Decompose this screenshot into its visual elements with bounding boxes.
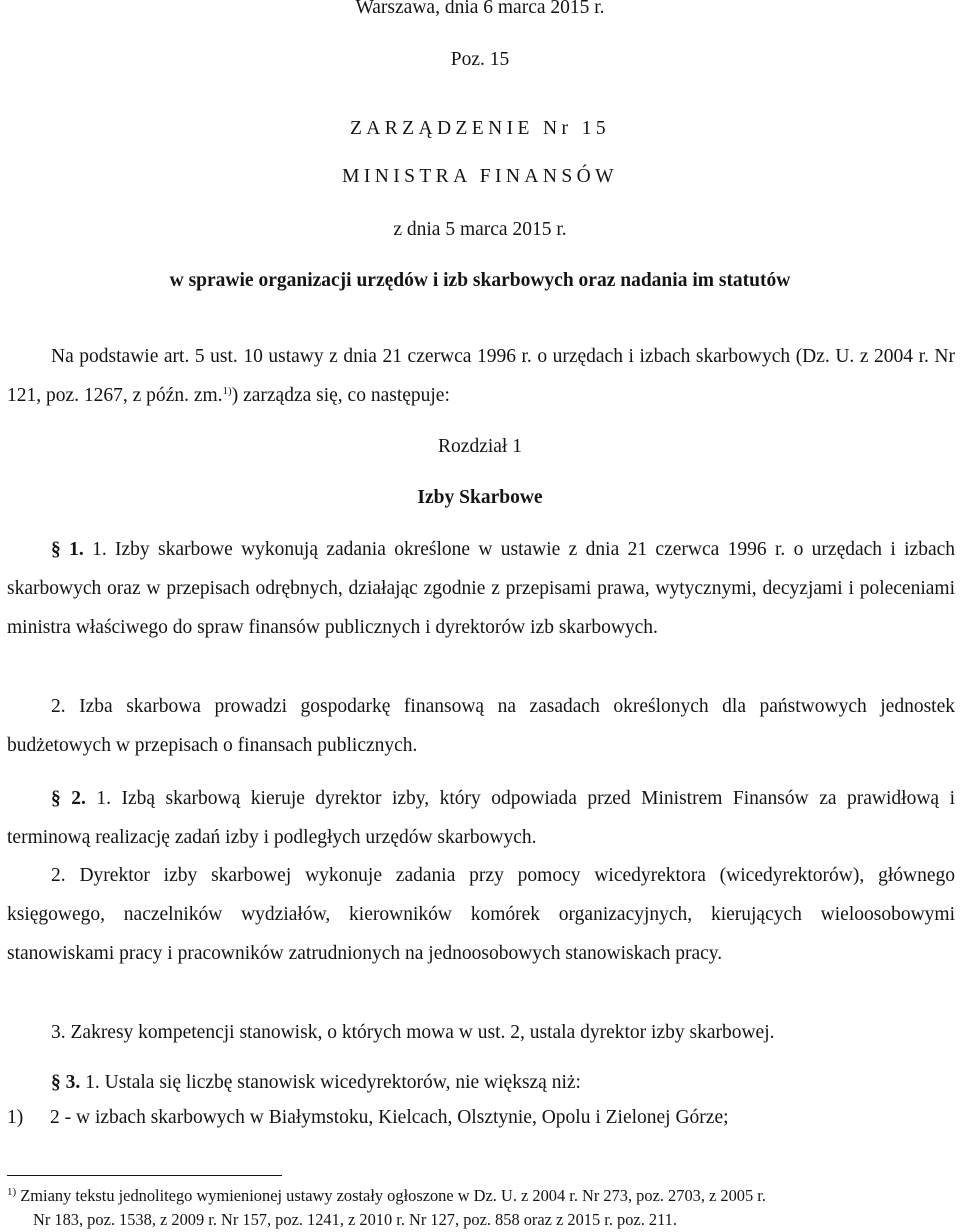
position-number: Poz. 15 bbox=[450, 49, 510, 70]
act-title: ZARZĄDZENIE Nr 15 bbox=[349, 118, 610, 139]
footnote-marker: 1) bbox=[7, 1186, 17, 1198]
preamble-text-end: ) zarządza się, co następuje: bbox=[231, 385, 450, 406]
footnote-line-1: Zmiany tekstu jednolitego wymienionej ustawy zostały ogłoszone w Dz. U. z 2004 r. Nr 273, poz. 2703, z 2005 r. bbox=[20, 1186, 766, 1205]
section-3-mark: § 3. bbox=[51, 1072, 81, 1093]
list-item-number: 1) bbox=[7, 1107, 24, 1128]
section-1-paragraph-1 bbox=[7, 530, 955, 647]
section-2-paragraph-3: 3. Zakresy kompetencji stanowisk, o których mowa w ust. 2, ustala dyrektor izby skarbowej. bbox=[51, 1022, 775, 1043]
section-2-mark: § 2. bbox=[51, 788, 86, 809]
issuer: MINISTRA FINANSÓW bbox=[342, 166, 618, 187]
paragraph-number: 1. bbox=[85, 1072, 100, 1093]
footnote-line-2: Nr 183, poz. 1538, z 2009 r. Nr 157, poz. 1241, z 2010 r. Nr 127, poz. 858 oraz z 2015 r. poz. 211. bbox=[33, 1210, 677, 1229]
footnote-reference: 1) bbox=[222, 385, 232, 397]
preamble bbox=[7, 337, 955, 415]
paragraph-number: 1. bbox=[96, 788, 111, 809]
act-date: z dnia 5 marca 2015 r. bbox=[393, 219, 567, 240]
paragraph-text: Izby skarbowe wykonują zadania określone w ustawie z dnia 21 czerwca 1996 r. o urzędach i izbach skarbowych oraz w przepisach odrębnych, działając zgodnie z przepisami prawa, wytycznymi, decyzjami i poleceniami ministra właściwego do spraw finansów publicznych i dyrektorów izb skarbowych. bbox=[7, 539, 956, 638]
preamble-text: Na podstawie art. 5 ust. 10 ustawy z dnia 21 czerwca 1996 r. o urzędach i izbach skarbowych (Dz. U. z 2004 r. Nr 121, poz. 1267, z późn. zm. bbox=[7, 346, 955, 406]
paragraph-text: Izbą skarbową kieruje dyrektor izby, który odpowiada przed Ministrem Finansów za prawidłową i terminową realizację zadań izby i podległych urzędów skarbowych. bbox=[7, 788, 956, 848]
paragraph-number: 1. bbox=[92, 539, 107, 560]
paragraph-text: Ustala się liczbę stanowisk wicedyrektorów, nie większą niż: bbox=[104, 1072, 581, 1093]
footnote-separator bbox=[7, 1175, 282, 1176]
chapter-title: Izby Skarbowe bbox=[417, 487, 543, 508]
section-2-paragraph-1 bbox=[7, 779, 955, 857]
section-1-mark: § 1. bbox=[51, 539, 84, 560]
act-subject: w sprawie organizacji urzędów i izb skarbowych oraz nadania im statutów bbox=[169, 270, 791, 291]
section-3-paragraph-1 bbox=[7, 1063, 955, 1102]
list-item-text: 2 - w izbach skarbowych w Białymstoku, Kielcach, Olsztynie, Opolu i Zielonej Górze; bbox=[50, 1107, 729, 1128]
section-2-paragraph-2: 2. Dyrektor izby skarbowej wykonuje zadania przy pomocy wicedyrektora (wicedyrektorów), głównego księgowego, naczelników wydziałów, kierowników komórek organizacyjnych, kierujących wieloosobowymi stanowiskami pracy i pracowników zatrudnionych na jednoosobowych stanowiskach pracy. bbox=[7, 865, 955, 964]
chapter-number: Rozdział 1 bbox=[438, 436, 522, 457]
section-1-paragraph-2: 2. Izba skarbowa prowadzi gospodarkę finansową na zasadach określonych dla państwowych jednostek budżetowych w przepisach o finansach publicznych. bbox=[7, 696, 955, 756]
place-date: Warszawa, dnia 6 marca 2015 r. bbox=[355, 0, 605, 18]
